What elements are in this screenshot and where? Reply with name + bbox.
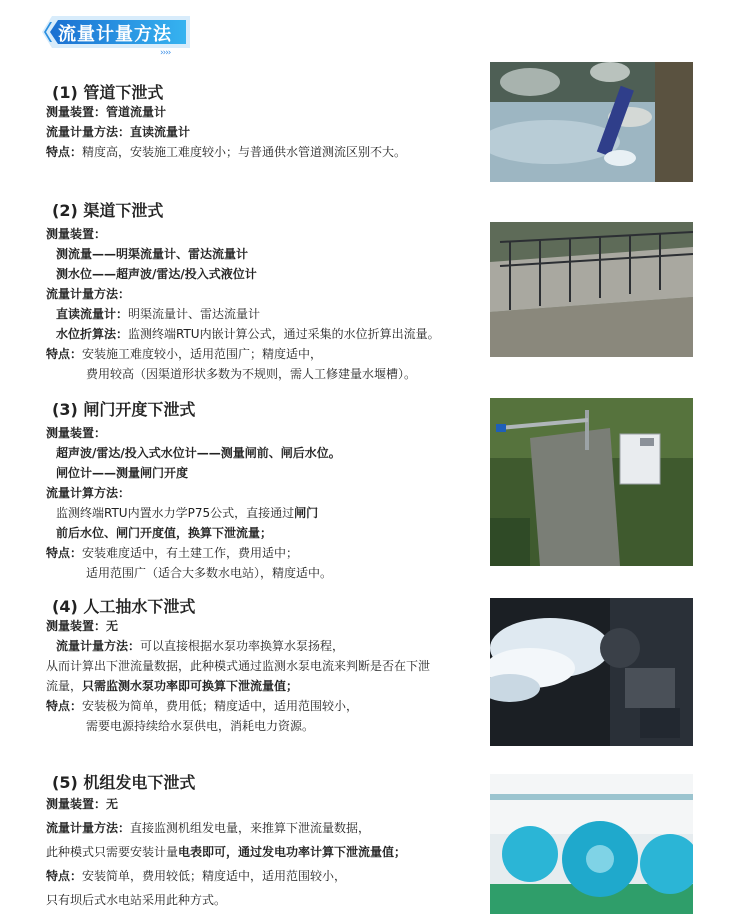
device-item: 测流量——明渠流量计、雷达流量计 xyxy=(56,247,249,261)
device-item: 测水位——超声波/雷达/投入式液位计 xyxy=(56,267,257,281)
feature-line: 需要电源持续给水泵供电，消耗电力资源。 xyxy=(86,719,315,733)
turbine-hall-photo xyxy=(490,774,693,914)
method-item: 直读流量计：明渠流量计、雷达流量计 xyxy=(56,307,261,321)
device-line: 测量装置：无 xyxy=(46,619,119,633)
gate-station-photo xyxy=(490,398,693,566)
section-title: (1) 管道下泄式 xyxy=(52,83,164,102)
device-item: 超声波/雷达/投入式水位计——测量闸前、闸后水位。 xyxy=(56,446,341,460)
method-line: 流量计量方法：直读流量计 xyxy=(46,125,191,139)
feature-line: 只有坝后式水电站采用此种方式。 xyxy=(46,893,227,907)
method-item: 水位折算法：监测终端RTU内嵌计算公式，通过采集的水位折算出流量。 xyxy=(56,327,440,341)
section-gate xyxy=(46,397,486,583)
feature-line: 特点：精度高，安装施工难度较小；与普通供水管道测流区别不大。 xyxy=(46,145,407,159)
method-line: 从而计算出下泄流量数据，此种模式通过监测水泵电流来判断是否在下泄 xyxy=(46,659,431,673)
feature-line: 费用较高（因渠道形状多数为不规则，需人工修建量水堰槽）。 xyxy=(86,367,417,381)
method-line: 流量计量方法：可以直接根据水泵功率换算水泵扬程， xyxy=(56,639,345,653)
device-line: 测量装置：无 xyxy=(46,797,119,811)
feature-line: 适用范围广（适合大多数水电站），精度适中。 xyxy=(86,566,333,580)
method-item: 监测终端RTU内置水力学P75公式，直接通过闸门 xyxy=(56,506,319,520)
banner-title: 流量计量方法 xyxy=(58,24,172,45)
device-label: 测量装置： xyxy=(46,227,107,241)
pump-discharge-photo xyxy=(490,598,693,746)
section-title: (4) 人工抽水下泄式 xyxy=(52,597,196,616)
pipe-outlet-photo xyxy=(490,62,693,182)
section-title: (5) 机组发电下泄式 xyxy=(52,773,196,792)
channel-weir-photo xyxy=(490,222,693,357)
method-item: 前后水位、闸门开度值，换算下泄流量； xyxy=(56,526,273,540)
feature-line: 特点：安装简单，费用较低；精度适中，适用范围较小， xyxy=(46,869,347,883)
device-item: 闸位计——测量闸门开度 xyxy=(56,466,189,480)
device-label: 测量装置： xyxy=(46,426,107,440)
method-label: 流量计量方法： xyxy=(46,287,131,301)
section-banner xyxy=(40,12,192,58)
section-pipe xyxy=(46,80,486,162)
method-line: 流量，只需监测水泵功率即可换算下泄流量值； xyxy=(46,679,299,693)
feature-line: 特点：安装极为简单，费用低；精度适中，适用范围较小， xyxy=(46,699,359,713)
section-title: (3) 闸门开度下泄式 xyxy=(52,400,196,419)
device-line: 测量装置：管道流量计 xyxy=(46,105,167,119)
method-line: 流量计量方法：直接监测机组发电量，来推算下泄流量数据， xyxy=(46,821,371,835)
feature-line: 特点：安装难度适中，有土建工作，费用适中； xyxy=(46,546,299,560)
section-pump xyxy=(46,594,486,736)
banner-arrows: ›››› xyxy=(160,48,171,58)
section-generator xyxy=(46,770,486,910)
method-line: 此种模式只需要安装计量电表即可，通过发电功率计算下泄流量值； xyxy=(46,845,407,859)
feature-line: 特点：安装施工难度较小，适用范围广；精度适中， xyxy=(46,347,323,361)
section-title: (2) 渠道下泄式 xyxy=(52,201,164,220)
section-channel xyxy=(46,198,486,384)
method-label: 流量计算方法： xyxy=(46,486,131,500)
